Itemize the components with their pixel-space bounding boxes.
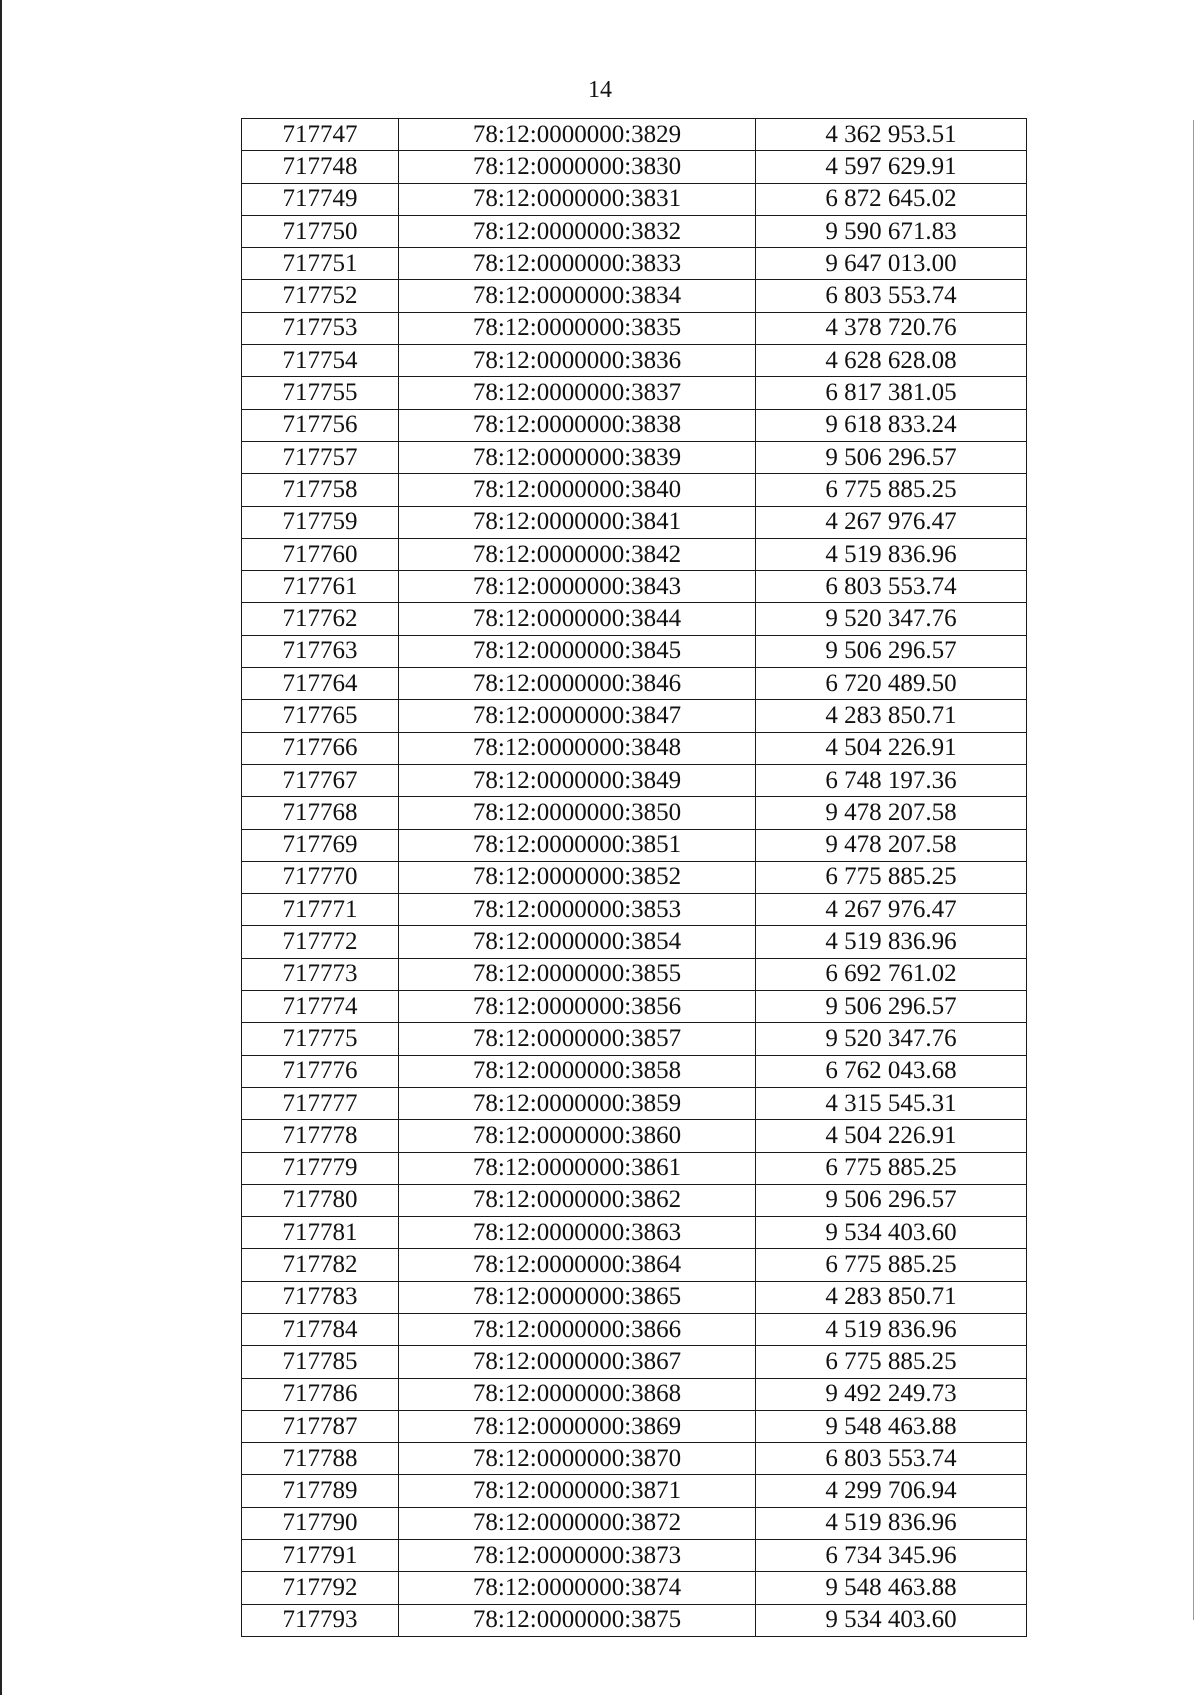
value-cell: 6 803 553.74 — [756, 280, 1027, 312]
value-cell: 4 519 836.96 — [756, 926, 1027, 958]
table-row — [242, 215, 1027, 247]
row-id-cell: 717779 — [242, 1152, 399, 1184]
value-cell: 9 647 013.00 — [756, 248, 1027, 280]
row-id-cell: 717785 — [242, 1346, 399, 1378]
row-id-cell: 717784 — [242, 1313, 399, 1345]
cadastral-number-cell: 78:12:0000000:3831 — [399, 183, 756, 215]
value-cell: 4 362 953.51 — [756, 119, 1027, 151]
scan-edge-left — [0, 0, 2, 1695]
value-cell: 6 775 885.25 — [756, 474, 1027, 506]
value-cell: 4 283 850.71 — [756, 700, 1027, 732]
cadastral-number-cell: 78:12:0000000:3870 — [399, 1443, 756, 1475]
value-cell: 4 519 836.96 — [756, 538, 1027, 570]
table-row — [242, 151, 1027, 183]
row-id-cell: 717747 — [242, 119, 399, 151]
table-row — [242, 926, 1027, 958]
value-cell: 6 803 553.74 — [756, 571, 1027, 603]
cadastral-number-cell: 78:12:0000000:3837 — [399, 377, 756, 409]
table-row — [242, 377, 1027, 409]
table-row — [242, 1378, 1027, 1410]
row-id-cell: 717781 — [242, 1217, 399, 1249]
table-row — [242, 183, 1027, 215]
value-cell: 6 734 345.96 — [756, 1540, 1027, 1572]
row-id-cell: 717771 — [242, 894, 399, 926]
row-id-cell: 717792 — [242, 1572, 399, 1604]
value-cell: 4 519 836.96 — [756, 1313, 1027, 1345]
value-cell: 6 775 885.25 — [756, 1249, 1027, 1281]
table-row — [242, 668, 1027, 700]
value-cell: 9 492 249.73 — [756, 1378, 1027, 1410]
cadastral-number-cell: 78:12:0000000:3840 — [399, 474, 756, 506]
value-cell: 9 506 296.57 — [756, 635, 1027, 667]
row-id-cell: 717761 — [242, 571, 399, 603]
row-id-cell: 717753 — [242, 312, 399, 344]
page-number: 14 — [588, 77, 612, 103]
registry-table-body — [242, 119, 1027, 1637]
cadastral-number-cell: 78:12:0000000:3833 — [399, 248, 756, 280]
cadastral-number-cell: 78:12:0000000:3838 — [399, 409, 756, 441]
row-id-cell: 717789 — [242, 1475, 399, 1507]
value-cell: 9 590 671.83 — [756, 215, 1027, 247]
table-row — [242, 732, 1027, 764]
row-id-cell: 717773 — [242, 958, 399, 990]
row-id-cell: 717786 — [242, 1378, 399, 1410]
row-id-cell: 717765 — [242, 700, 399, 732]
cadastral-number-cell: 78:12:0000000:3871 — [399, 1475, 756, 1507]
cadastral-number-cell: 78:12:0000000:3865 — [399, 1281, 756, 1313]
table-row — [242, 861, 1027, 893]
table-row — [242, 1572, 1027, 1604]
row-id-cell: 717752 — [242, 280, 399, 312]
table-row — [242, 280, 1027, 312]
table-row — [242, 441, 1027, 473]
cadastral-number-cell: 78:12:0000000:3832 — [399, 215, 756, 247]
cadastral-number-cell: 78:12:0000000:3830 — [399, 151, 756, 183]
cadastral-number-cell: 78:12:0000000:3849 — [399, 764, 756, 796]
value-cell: 9 478 207.58 — [756, 797, 1027, 829]
cadastral-number-cell: 78:12:0000000:3844 — [399, 603, 756, 635]
row-id-cell: 717777 — [242, 1087, 399, 1119]
row-id-cell: 717769 — [242, 829, 399, 861]
value-cell: 4 597 629.91 — [756, 151, 1027, 183]
row-id-cell: 717778 — [242, 1120, 399, 1152]
row-id-cell: 717782 — [242, 1249, 399, 1281]
value-cell: 4 299 706.94 — [756, 1475, 1027, 1507]
row-id-cell: 717787 — [242, 1410, 399, 1442]
row-id-cell: 717748 — [242, 151, 399, 183]
row-id-cell: 717788 — [242, 1443, 399, 1475]
row-id-cell: 717780 — [242, 1184, 399, 1216]
row-id-cell: 717790 — [242, 1507, 399, 1539]
table-row — [242, 1184, 1027, 1216]
cadastral-number-cell: 78:12:0000000:3857 — [399, 1023, 756, 1055]
cadastral-number-cell: 78:12:0000000:3858 — [399, 1055, 756, 1087]
row-id-cell: 717766 — [242, 732, 399, 764]
cadastral-number-cell: 78:12:0000000:3836 — [399, 345, 756, 377]
cadastral-number-cell: 78:12:0000000:3834 — [399, 280, 756, 312]
table-row — [242, 1410, 1027, 1442]
cadastral-number-cell: 78:12:0000000:3847 — [399, 700, 756, 732]
cadastral-number-cell: 78:12:0000000:3839 — [399, 441, 756, 473]
value-cell: 9 520 347.76 — [756, 1023, 1027, 1055]
row-id-cell: 717756 — [242, 409, 399, 441]
table-row — [242, 1249, 1027, 1281]
row-id-cell: 717757 — [242, 441, 399, 473]
cadastral-number-cell: 78:12:0000000:3864 — [399, 1249, 756, 1281]
cadastral-number-cell: 78:12:0000000:3842 — [399, 538, 756, 570]
row-id-cell: 717776 — [242, 1055, 399, 1087]
cadastral-number-cell: 78:12:0000000:3829 — [399, 119, 756, 151]
table-row — [242, 474, 1027, 506]
row-id-cell: 717770 — [242, 861, 399, 893]
row-id-cell: 717760 — [242, 538, 399, 570]
registry-table — [241, 118, 1027, 1637]
value-cell: 4 283 850.71 — [756, 1281, 1027, 1313]
value-cell: 9 618 833.24 — [756, 409, 1027, 441]
table-row — [242, 603, 1027, 635]
table-row — [242, 345, 1027, 377]
value-cell: 4 504 226.91 — [756, 732, 1027, 764]
row-id-cell: 717750 — [242, 215, 399, 247]
value-cell: 4 267 976.47 — [756, 506, 1027, 538]
row-id-cell: 717763 — [242, 635, 399, 667]
row-id-cell: 717759 — [242, 506, 399, 538]
value-cell: 9 506 296.57 — [756, 991, 1027, 1023]
table-row — [242, 538, 1027, 570]
cadastral-number-cell: 78:12:0000000:3861 — [399, 1152, 756, 1184]
cadastral-number-cell: 78:12:0000000:3846 — [399, 668, 756, 700]
cadastral-number-cell: 78:12:0000000:3860 — [399, 1120, 756, 1152]
table-row — [242, 248, 1027, 280]
cadastral-number-cell: 78:12:0000000:3863 — [399, 1217, 756, 1249]
value-cell: 9 506 296.57 — [756, 441, 1027, 473]
value-cell: 6 692 761.02 — [756, 958, 1027, 990]
value-cell: 6 748 197.36 — [756, 764, 1027, 796]
value-cell: 4 378 720.76 — [756, 312, 1027, 344]
row-id-cell: 717772 — [242, 926, 399, 958]
value-cell: 6 872 645.02 — [756, 183, 1027, 215]
row-id-cell: 717758 — [242, 474, 399, 506]
row-id-cell: 717764 — [242, 668, 399, 700]
cadastral-number-cell: 78:12:0000000:3862 — [399, 1184, 756, 1216]
row-id-cell: 717751 — [242, 248, 399, 280]
cadastral-number-cell: 78:12:0000000:3854 — [399, 926, 756, 958]
table-row — [242, 1507, 1027, 1539]
table-row — [242, 1604, 1027, 1636]
cadastral-number-cell: 78:12:0000000:3856 — [399, 991, 756, 1023]
table-row — [242, 635, 1027, 667]
cadastral-number-cell: 78:12:0000000:3851 — [399, 829, 756, 861]
value-cell: 6 817 381.05 — [756, 377, 1027, 409]
table-row — [242, 1475, 1027, 1507]
value-cell: 6 775 885.25 — [756, 1152, 1027, 1184]
table-row — [242, 700, 1027, 732]
cadastral-number-cell: 78:12:0000000:3843 — [399, 571, 756, 603]
table-row — [242, 1087, 1027, 1119]
value-cell: 4 519 836.96 — [756, 1507, 1027, 1539]
value-cell: 6 803 553.74 — [756, 1443, 1027, 1475]
table-row — [242, 119, 1027, 151]
value-cell: 9 534 403.60 — [756, 1217, 1027, 1249]
table-row — [242, 797, 1027, 829]
row-id-cell: 717775 — [242, 1023, 399, 1055]
cadastral-number-cell: 78:12:0000000:3835 — [399, 312, 756, 344]
table-row — [242, 1152, 1027, 1184]
value-cell: 6 762 043.68 — [756, 1055, 1027, 1087]
table-row — [242, 1281, 1027, 1313]
cadastral-number-cell: 78:12:0000000:3873 — [399, 1540, 756, 1572]
cadastral-number-cell: 78:12:0000000:3859 — [399, 1087, 756, 1119]
value-cell: 6 720 489.50 — [756, 668, 1027, 700]
value-cell: 9 534 403.60 — [756, 1604, 1027, 1636]
table-row — [242, 312, 1027, 344]
cadastral-number-cell: 78:12:0000000:3868 — [399, 1378, 756, 1410]
cadastral-number-cell: 78:12:0000000:3855 — [399, 958, 756, 990]
cadastral-number-cell: 78:12:0000000:3852 — [399, 861, 756, 893]
table-row — [242, 1540, 1027, 1572]
row-id-cell: 717791 — [242, 1540, 399, 1572]
table-row — [242, 1217, 1027, 1249]
table-row — [242, 958, 1027, 990]
table-row — [242, 409, 1027, 441]
row-id-cell: 717767 — [242, 764, 399, 796]
cadastral-number-cell: 78:12:0000000:3866 — [399, 1313, 756, 1345]
table-row — [242, 764, 1027, 796]
cadastral-number-cell: 78:12:0000000:3867 — [399, 1346, 756, 1378]
cadastral-number-cell: 78:12:0000000:3845 — [399, 635, 756, 667]
row-id-cell: 717749 — [242, 183, 399, 215]
cadastral-number-cell: 78:12:0000000:3874 — [399, 1572, 756, 1604]
row-id-cell: 717762 — [242, 603, 399, 635]
row-id-cell: 717793 — [242, 1604, 399, 1636]
row-id-cell: 717774 — [242, 991, 399, 1023]
row-id-cell: 717768 — [242, 797, 399, 829]
value-cell: 9 478 207.58 — [756, 829, 1027, 861]
table-row — [242, 1443, 1027, 1475]
cadastral-number-cell: 78:12:0000000:3869 — [399, 1410, 756, 1442]
table-row — [242, 571, 1027, 603]
cadastral-number-cell: 78:12:0000000:3841 — [399, 506, 756, 538]
row-id-cell: 717783 — [242, 1281, 399, 1313]
cadastral-number-cell: 78:12:0000000:3875 — [399, 1604, 756, 1636]
table-row — [242, 1313, 1027, 1345]
value-cell: 9 548 463.88 — [756, 1410, 1027, 1442]
value-cell: 9 520 347.76 — [756, 603, 1027, 635]
value-cell: 9 548 463.88 — [756, 1572, 1027, 1604]
table-row — [242, 829, 1027, 861]
table-row — [242, 1120, 1027, 1152]
value-cell: 4 315 545.31 — [756, 1087, 1027, 1119]
value-cell: 4 628 628.08 — [756, 345, 1027, 377]
value-cell: 6 775 885.25 — [756, 861, 1027, 893]
value-cell: 9 506 296.57 — [756, 1184, 1027, 1216]
table-row — [242, 894, 1027, 926]
value-cell: 4 267 976.47 — [756, 894, 1027, 926]
table-row — [242, 1023, 1027, 1055]
table-row — [242, 1055, 1027, 1087]
cadastral-number-cell: 78:12:0000000:3872 — [399, 1507, 756, 1539]
table-row — [242, 1346, 1027, 1378]
cadastral-number-cell: 78:12:0000000:3853 — [399, 894, 756, 926]
scan-edge-right — [1193, 120, 1194, 1620]
value-cell: 4 504 226.91 — [756, 1120, 1027, 1152]
cadastral-number-cell: 78:12:0000000:3850 — [399, 797, 756, 829]
table-row — [242, 506, 1027, 538]
value-cell: 6 775 885.25 — [756, 1346, 1027, 1378]
row-id-cell: 717754 — [242, 345, 399, 377]
cadastral-number-cell: 78:12:0000000:3848 — [399, 732, 756, 764]
row-id-cell: 717755 — [242, 377, 399, 409]
table-row — [242, 991, 1027, 1023]
